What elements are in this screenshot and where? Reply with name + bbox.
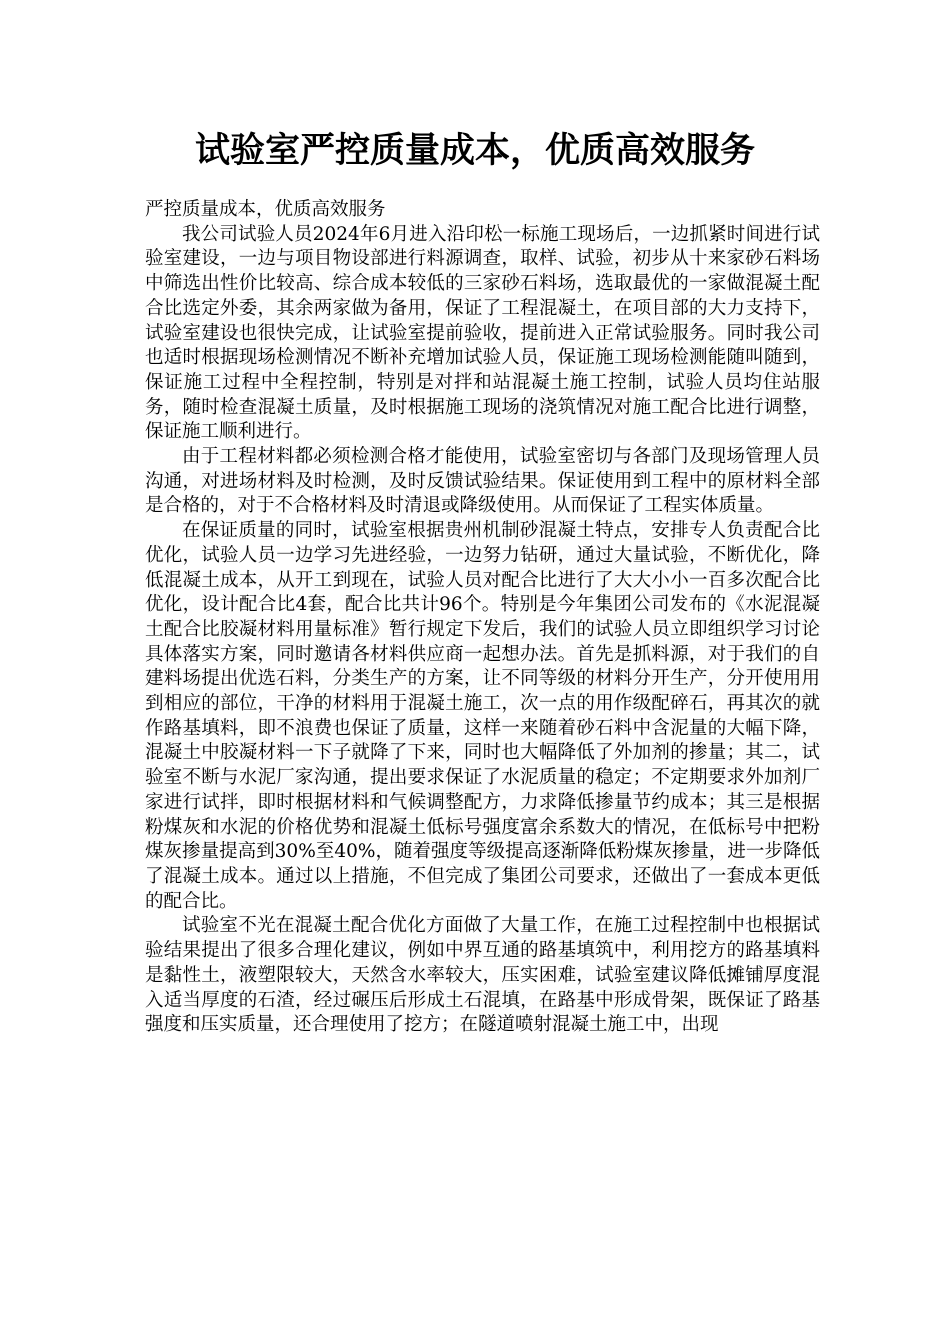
paragraph: 由于工程材料都必须检测合格才能使用，试验室密切与各部门及现场管理人员沟通，对进场材料及时检测，及时反馈试验结果。保证使用到工程中的原材料全部是合格的，对于不合格材料及时清退或降级使用。从而保证了工程实体质量。 xyxy=(145,446,820,517)
paragraph: 我公司试验人员2024年6月进入沿印松一标施工现场后，一边抓紧时间进行试验室建设，一边与项目物设部进行料源调查，取样、试验，初步从十来家砂石料场中筛选出性价比较高、综合成本较低的三家砂石料场，选取最优的一家做混凝土配合比选定外委，其余两家做为备用，保证了工程混凝土，在项目部的大力支持下，试验室建设也很快完成，让试验室提前验收，提前进入正常试验服务。同时我公司也适时根据现场检测情况不断补充增加试验人员，保证施工现场检测能随叫随到，保证施工过程中全程控制，特别是对拌和站混凝土施工控制，试验人员均住站服务，随时检查混凝土质量，及时根据施工现场的浇筑情况对施工配合比进行调整，保证施工顺利进行。 xyxy=(145,223,820,443)
paragraph: 在保证质量的同时，试验室根据贵州机制砂混凝土特点，安排专人负责配合比优化，试验人员一边学习先进经验，一边努力钻研，通过大量试验，不断优化，降低混凝土成本，从开工到现在，试验人员对配合比进行了大大小小一百多次配合比优化，设计配合比4套，配合比共计96个。特别是今年集团公司发布的《水泥混凝土配合比胶凝材料用量标准》暂行规定下发后，我们的试验人员立即组织学习讨论具体落实方案，同时邀请各材料供应商一起想办法。首先是抓料源，对于我们的自建料场提出优选石料，分类生产的方案，让不同等级的材料分开生产，分开使用用到相应的部位，干净的材料用于混凝土施工，次一点的用作级配碎石，再其次的就作路基填料，即不浪费也保证了质量，这样一来随着砂石料中含泥量的大幅下降，混凝土中胶凝材料一下子就降了下来，同时也大幅降低了外加剂的掺量；其二，试验室不断与水泥厂家沟通，提出要求保证了水泥质量的稳定；不定期要求外加剂厂家进行试拌，即时根据材料和气候调整配方，力求降低掺量节约成本；其三是根据粉煤灰和水泥的价格优势和混凝土低标号强度富余系数大的情况，在低标号中把粉煤灰掺量提高到30%至40%，随着强度等级提高逐渐降低粉煤灰掺量，进一步降低了混凝土成本。通过以上措施，不但完成了集团公司要求，还做出了一套成本更低的配合比。 xyxy=(145,520,820,912)
paragraph: 试验室不光在混凝土配合优化方面做了大量工作，在施工过程控制中也根据试验结果提出了很多合理化建议，例如中界互通的路基填筑中，利用挖方的路基填料是黏性土，液塑限较大，天然含水率较大，压实困难，试验室建议降低摊铺厚度混入适当厚度的石渣，经过碾压后形成土石混填，在路基中形成骨架，既保证了路基强度和压实质量，还合理使用了挖方；在隧道喷射混凝土施工中，出现 xyxy=(145,915,820,1036)
document-subtitle: 严控质量成本，优质高效服务 xyxy=(145,199,386,220)
document-body xyxy=(145,198,820,1038)
document-title: 试验室严控质量成本，优质高效服务 xyxy=(194,131,755,171)
